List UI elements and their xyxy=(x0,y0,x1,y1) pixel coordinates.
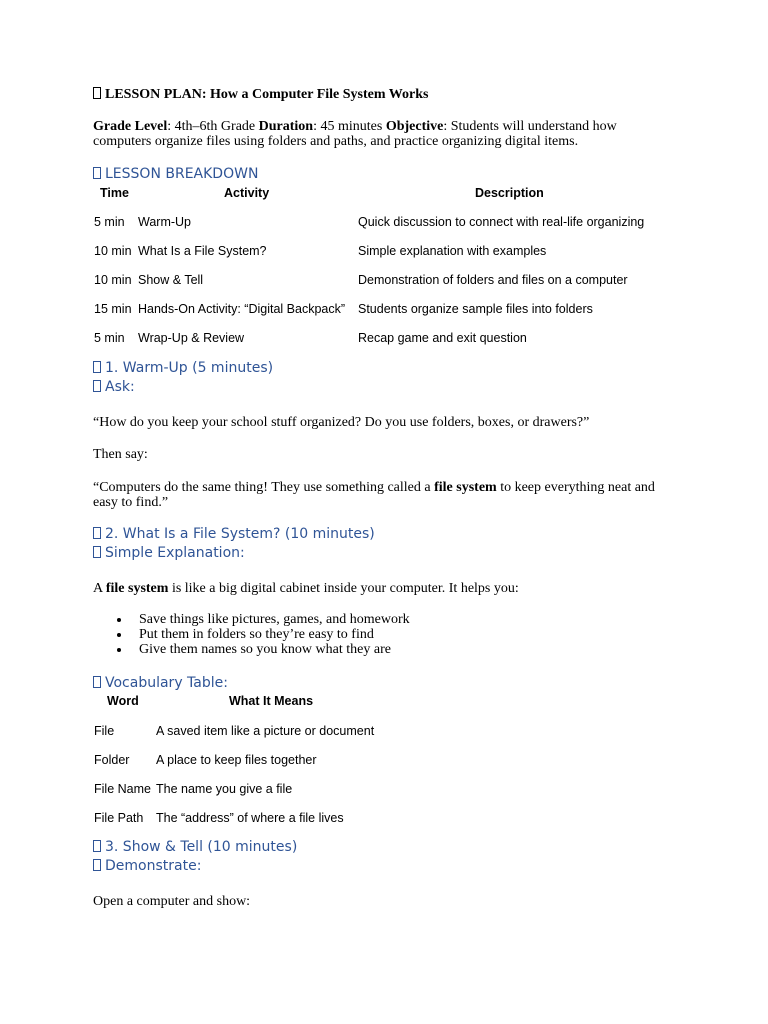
objective-label: Objective xyxy=(385,119,444,134)
row-description: Demonstration of folders and files on a computer xyxy=(358,273,628,287)
duration-value: : 45 minutes xyxy=(313,119,386,134)
header-meaning: What It Means xyxy=(229,694,314,708)
vocab-meaning: The “address” of where a file lives xyxy=(156,811,344,825)
box-icon xyxy=(93,527,101,539)
warmup-question: “How do you keep your school stuff organized? Do you use folders, boxes, or drawers?” xyxy=(93,415,590,430)
what-is-heading: 2. What Is a File System? (10 minutes) xyxy=(93,525,375,543)
row-time: 10 min xyxy=(94,244,132,258)
row-activity: Show & Tell xyxy=(138,273,204,287)
box-icon xyxy=(93,676,101,688)
header-time: Time xyxy=(100,186,129,200)
row-time: 5 min xyxy=(94,215,125,229)
grade-value: : 4th–6th Grade xyxy=(167,119,259,134)
file-system-intro: A file system is like a big digital cabinet inside your computer. It helps you: xyxy=(93,581,519,596)
header-word: Word xyxy=(107,694,139,708)
row-activity: Wrap-Up & Review xyxy=(138,331,245,345)
vocab-word: Folder xyxy=(94,753,130,767)
lesson-meta xyxy=(93,119,663,149)
vocab-meaning: A place to keep files together xyxy=(156,753,317,767)
box-icon xyxy=(93,546,101,558)
row-description: Quick discussion to connect with real-life organizing xyxy=(358,215,645,229)
row-time: 15 min xyxy=(94,302,132,316)
vocabulary-heading: Vocabulary Table: xyxy=(93,674,228,692)
box-icon xyxy=(93,859,101,871)
file-system-term: file system xyxy=(105,581,169,596)
warmup-quote: “Computers do the same thing! They use something called a file system to keep everything neat and easy to find.” xyxy=(93,480,655,510)
header-activity: Activity xyxy=(224,186,270,200)
row-time: 10 min xyxy=(94,273,132,287)
show-tell-text: Open a computer and show: xyxy=(93,894,251,909)
vocab-word: File Path xyxy=(94,811,144,825)
vocab-meaning: The name you give a file xyxy=(156,782,293,796)
show-tell-heading: 3. Show & Tell (10 minutes) xyxy=(93,838,297,856)
box-icon xyxy=(93,87,101,99)
list-item: Give them names so you know what they are xyxy=(93,642,410,657)
vocab-meaning: A saved item like a picture or document xyxy=(156,724,375,738)
warmup-heading: 1. Warm-Up (5 minutes) xyxy=(93,359,273,377)
warmup-ask-heading: Ask: xyxy=(93,378,135,396)
box-icon xyxy=(93,840,101,852)
vocab-word: File xyxy=(94,724,115,738)
vocab-word: File Name xyxy=(94,782,151,796)
row-activity: Warm-Up xyxy=(138,215,192,229)
demonstrate-heading: Demonstrate: xyxy=(93,857,201,875)
box-icon xyxy=(93,167,101,179)
then-say-text: Then say: xyxy=(93,447,148,462)
row-activity: What Is a File System? xyxy=(138,244,267,258)
list-item: Put them in folders so they’re easy to find xyxy=(93,627,410,642)
box-icon xyxy=(93,361,101,373)
row-activity: Hands-On Activity: “Digital Backpack” xyxy=(138,302,346,316)
list-item: Save things like pictures, games, and homework xyxy=(93,612,410,627)
file-system-term: file system xyxy=(434,480,497,495)
header-description: Description xyxy=(475,186,544,200)
duration-label: Duration xyxy=(258,119,314,134)
row-time: 5 min xyxy=(94,331,125,345)
simple-explanation-heading: Simple Explanation: xyxy=(93,544,245,562)
page-title: LESSON PLAN: How a Computer File System Works xyxy=(93,86,428,104)
row-description: Recap game and exit question xyxy=(358,331,527,345)
grade-label: Grade Level xyxy=(93,119,168,134)
row-description: Students organize sample files into folders xyxy=(358,302,593,316)
objective-value: : Students will understand how computers organize files using folders and paths, and practice organizing digital items. xyxy=(93,119,617,149)
lesson-breakdown-heading: LESSON BREAKDOWN xyxy=(93,165,258,183)
file-system-bullets xyxy=(93,612,410,657)
box-icon xyxy=(93,380,101,392)
row-description: Simple explanation with examples xyxy=(358,244,547,258)
